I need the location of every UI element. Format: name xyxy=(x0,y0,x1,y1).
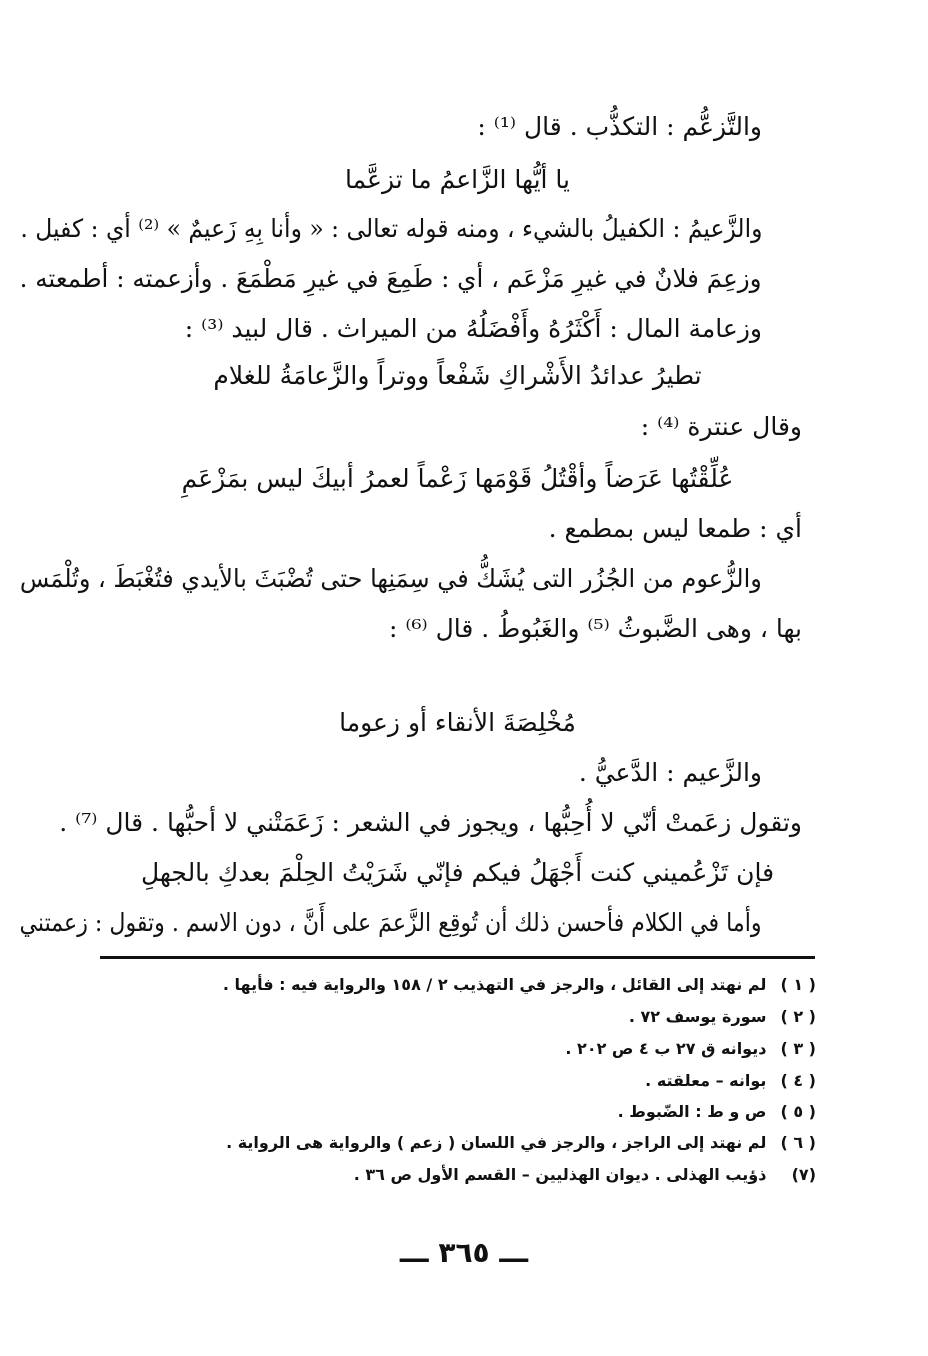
verse-line: يا أيُّها الزَّاعمُ ما تزعَّما xyxy=(344,165,570,194)
footnote-number: ( ٥ ) xyxy=(780,1102,816,1121)
body-line: والزُّعوم من الجُزُر التى يُشَكُّ في سِمَنِها حتى تُضْبَثَ بالأيدي فتُغْبَطَ ، وتُلْمَس xyxy=(20,564,762,593)
body-line: وزعِمَ فلانٌ في غيرِ مَزْعَم ، أي : طَمِعَ في غيرِ مَطْمَعَ . وأزعمته : أطمعته . xyxy=(20,264,762,293)
footnote xyxy=(354,1164,816,1186)
footnote-number: ( ٢ ) xyxy=(780,1007,816,1026)
footnote xyxy=(565,1038,816,1060)
footnote-text: لم نهتد إلى الراجز ، والرجز في اللسان ( زعم ) والرواية هى الرواية . xyxy=(226,1133,767,1152)
footnote-text: بوانه – معلقته . xyxy=(645,1071,767,1090)
footnote-number: ( ٦ ) xyxy=(780,1133,816,1152)
footnote xyxy=(645,1070,816,1092)
footnote-text: ديوانه ق ٢٧ ب ٤ ص ٢٠٢ . xyxy=(565,1039,767,1058)
body-line: وتقول زعَمتْ أنّي لا أُحِبُّها ، ويجوز في الشعر : زَعَمَتْني لا أحبُّها . قال ⁽⁷⁾ . xyxy=(59,808,802,837)
body-line: والزَّعيم : الدَّعيُّ . xyxy=(578,758,762,787)
footnote xyxy=(223,974,816,996)
footnote-text: ذؤيب الهذلى . ديوان الهذليين – القسم الأول ص ٣٦ . xyxy=(353,1165,767,1184)
verse-line: مُخْلِصَةَ الأنقاء أو زعوما xyxy=(339,708,576,737)
footnote-number: ( ١ ) xyxy=(780,975,816,994)
page-number: ـــ ٣٦٥ ـــ xyxy=(399,1236,529,1269)
body-line: وقال عنترة ⁽⁴⁾ : xyxy=(640,412,802,441)
footnote xyxy=(618,1101,816,1123)
body-line: وأما في الكلام فأحسن ذلك أن تُوقِع الزَّعمَ على أَنَّ ، دون الاسم . وتقول : زعمتني xyxy=(20,908,762,937)
footnote-text: ص و ط : الضّبوط . xyxy=(617,1102,767,1121)
body-line: وزعامة المال : أَكْثَرُهُ وأَفْضَلُهُ من الميراث . قال لبيد ⁽³⁾ : xyxy=(184,314,762,343)
footnote-number: (٧) xyxy=(791,1165,816,1184)
footnote-text: لم نهتد إلى القائل ، والرجز في التهذيب ٢ / ١٥٨ والرواية فيه : فأيها . xyxy=(222,975,767,994)
footnote xyxy=(629,1006,816,1028)
footnote xyxy=(226,1132,816,1154)
footnote-number: ( ٤ ) xyxy=(780,1071,816,1090)
verse-line: فإن تَزْعُميني كنت أَجْهَلُ فيكم فإنّي شَرَيْتُ الحِلْمَ بعدكِ بالجهلِ xyxy=(140,858,775,887)
verse-line: عُلِّقْتُها عَرَضاً وأقْتُلُ قَوْمَها زَعْماً لعمرُ أبيكَ ليس بمَزْعَمِ xyxy=(181,464,734,493)
body-line: أي : طمعا ليس بمطمع . xyxy=(548,514,802,543)
body-line: والزَّعيمُ : الكفيلُ بالشيء ، ومنه قوله تعالى : « وأنا بِهِ زَعيمٌ » ⁽²⁾ أي : كفيل . xyxy=(20,214,763,243)
body-line: والتَّزعُّم : التكذُّب . قال ⁽¹⁾ : xyxy=(477,112,762,141)
footnote-text: سورة يوسف ٧٢ . xyxy=(628,1007,767,1026)
verse-line: تطيرُ عدائدُ الأَشْراكِ شَفْعاً ووتراً والزَّعامَةُ للغلام xyxy=(213,361,702,390)
footnote-separator xyxy=(100,956,815,959)
body-line: بها ، وهى الضَّبوثُ ⁽⁵⁾ والغَبُوطُ . قال ⁽⁶⁾ : xyxy=(388,614,802,643)
footnote-number: ( ٣ ) xyxy=(780,1039,816,1058)
